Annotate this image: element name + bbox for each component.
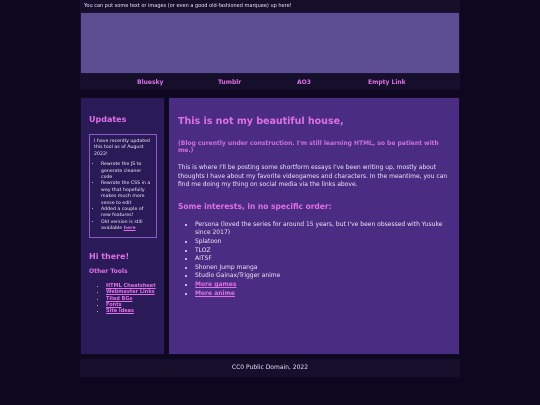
tools-heading: Other Tools [89,267,128,275]
interest-item: • TLOZ [195,247,450,256]
footer [80,359,460,377]
nav-bar [80,74,460,90]
footer-text: CC0 Public Domain, 2022 [231,364,309,371]
sidebar [80,97,165,355]
tool-link-webmaster-links[interactable]: Webmaster Links [106,289,155,296]
interest-item: • Splatoon [195,238,450,247]
tool-link-site-ideas[interactable]: Site Ideas [106,308,135,315]
tool-link-tiled-bgs[interactable]: Tiled BGs [106,295,133,302]
interest-item: • AITSF [195,255,450,264]
updates-box [89,134,157,238]
top-bar [80,0,460,12]
more-games-link[interactable]: More games [195,280,237,288]
updates-item: • Rewrote the CSS in a way that hopefully makes much more sense to edit [101,181,152,207]
interest-item: • Persona (loved the series for around 15 years, but I've been obsessed with Yusuke since 2017) [195,221,450,238]
interests-list [178,221,450,298]
updates-intro: I have recently updated this tool as of August 2022! [94,139,150,157]
nav-link-empty[interactable]: Empty Link [368,78,406,86]
main-content [168,97,460,355]
updates-heading: Updates [89,115,127,124]
updates-item: • Added a couple of new features! [101,207,152,220]
tool-link-fonts[interactable]: Fonts [106,301,122,308]
interest-item: • Shonen Jump manga [195,264,450,273]
interests-heading: Some interests, in no specific order: [178,201,332,211]
header-banner [80,12,460,74]
tools-list [89,283,156,315]
interest-item [195,290,450,299]
more-anime-link[interactable]: More anime [195,289,235,297]
tool-link-html-cheatsheet[interactable]: HTML Cheatsheet [106,282,156,289]
interest-item: • Studio Gainax/Trigger anime [195,272,450,281]
page-title: This is not my beautiful house, [178,116,344,127]
updates-item: • Rewrote the JS to generate cleaner code [101,162,152,181]
intro-paragraph: This is where I'll be posting some shortform essays I've been writing up, mostly about thoughts I have about my favorite videogames and characters. In the meantime, you can find me doing my thing on social media via the links above. [178,164,448,189]
old-version-text: Old version is still available [101,219,143,232]
old-version-link[interactable]: here [123,226,136,232]
nav-link-tumblr[interactable]: Tumblr [218,78,242,86]
hi-heading: Hi there! [89,251,130,261]
top-bar-text: You can put some text or images (or even a good old-fashioned marquee) up here! [84,3,292,9]
interest-item [195,281,450,290]
updates-list [94,162,152,232]
nav-link-bluesky[interactable]: Bluesky [137,78,164,86]
page-container [80,0,460,371]
nav-link-ao3[interactable]: AO3 [297,78,311,86]
page-subtitle: (Blog curently under construction. I'm still learning HTML, so be patient with me.) [178,140,439,154]
updates-item-old-version [101,220,152,233]
content-columns [80,97,460,355]
tools-item [106,308,156,314]
